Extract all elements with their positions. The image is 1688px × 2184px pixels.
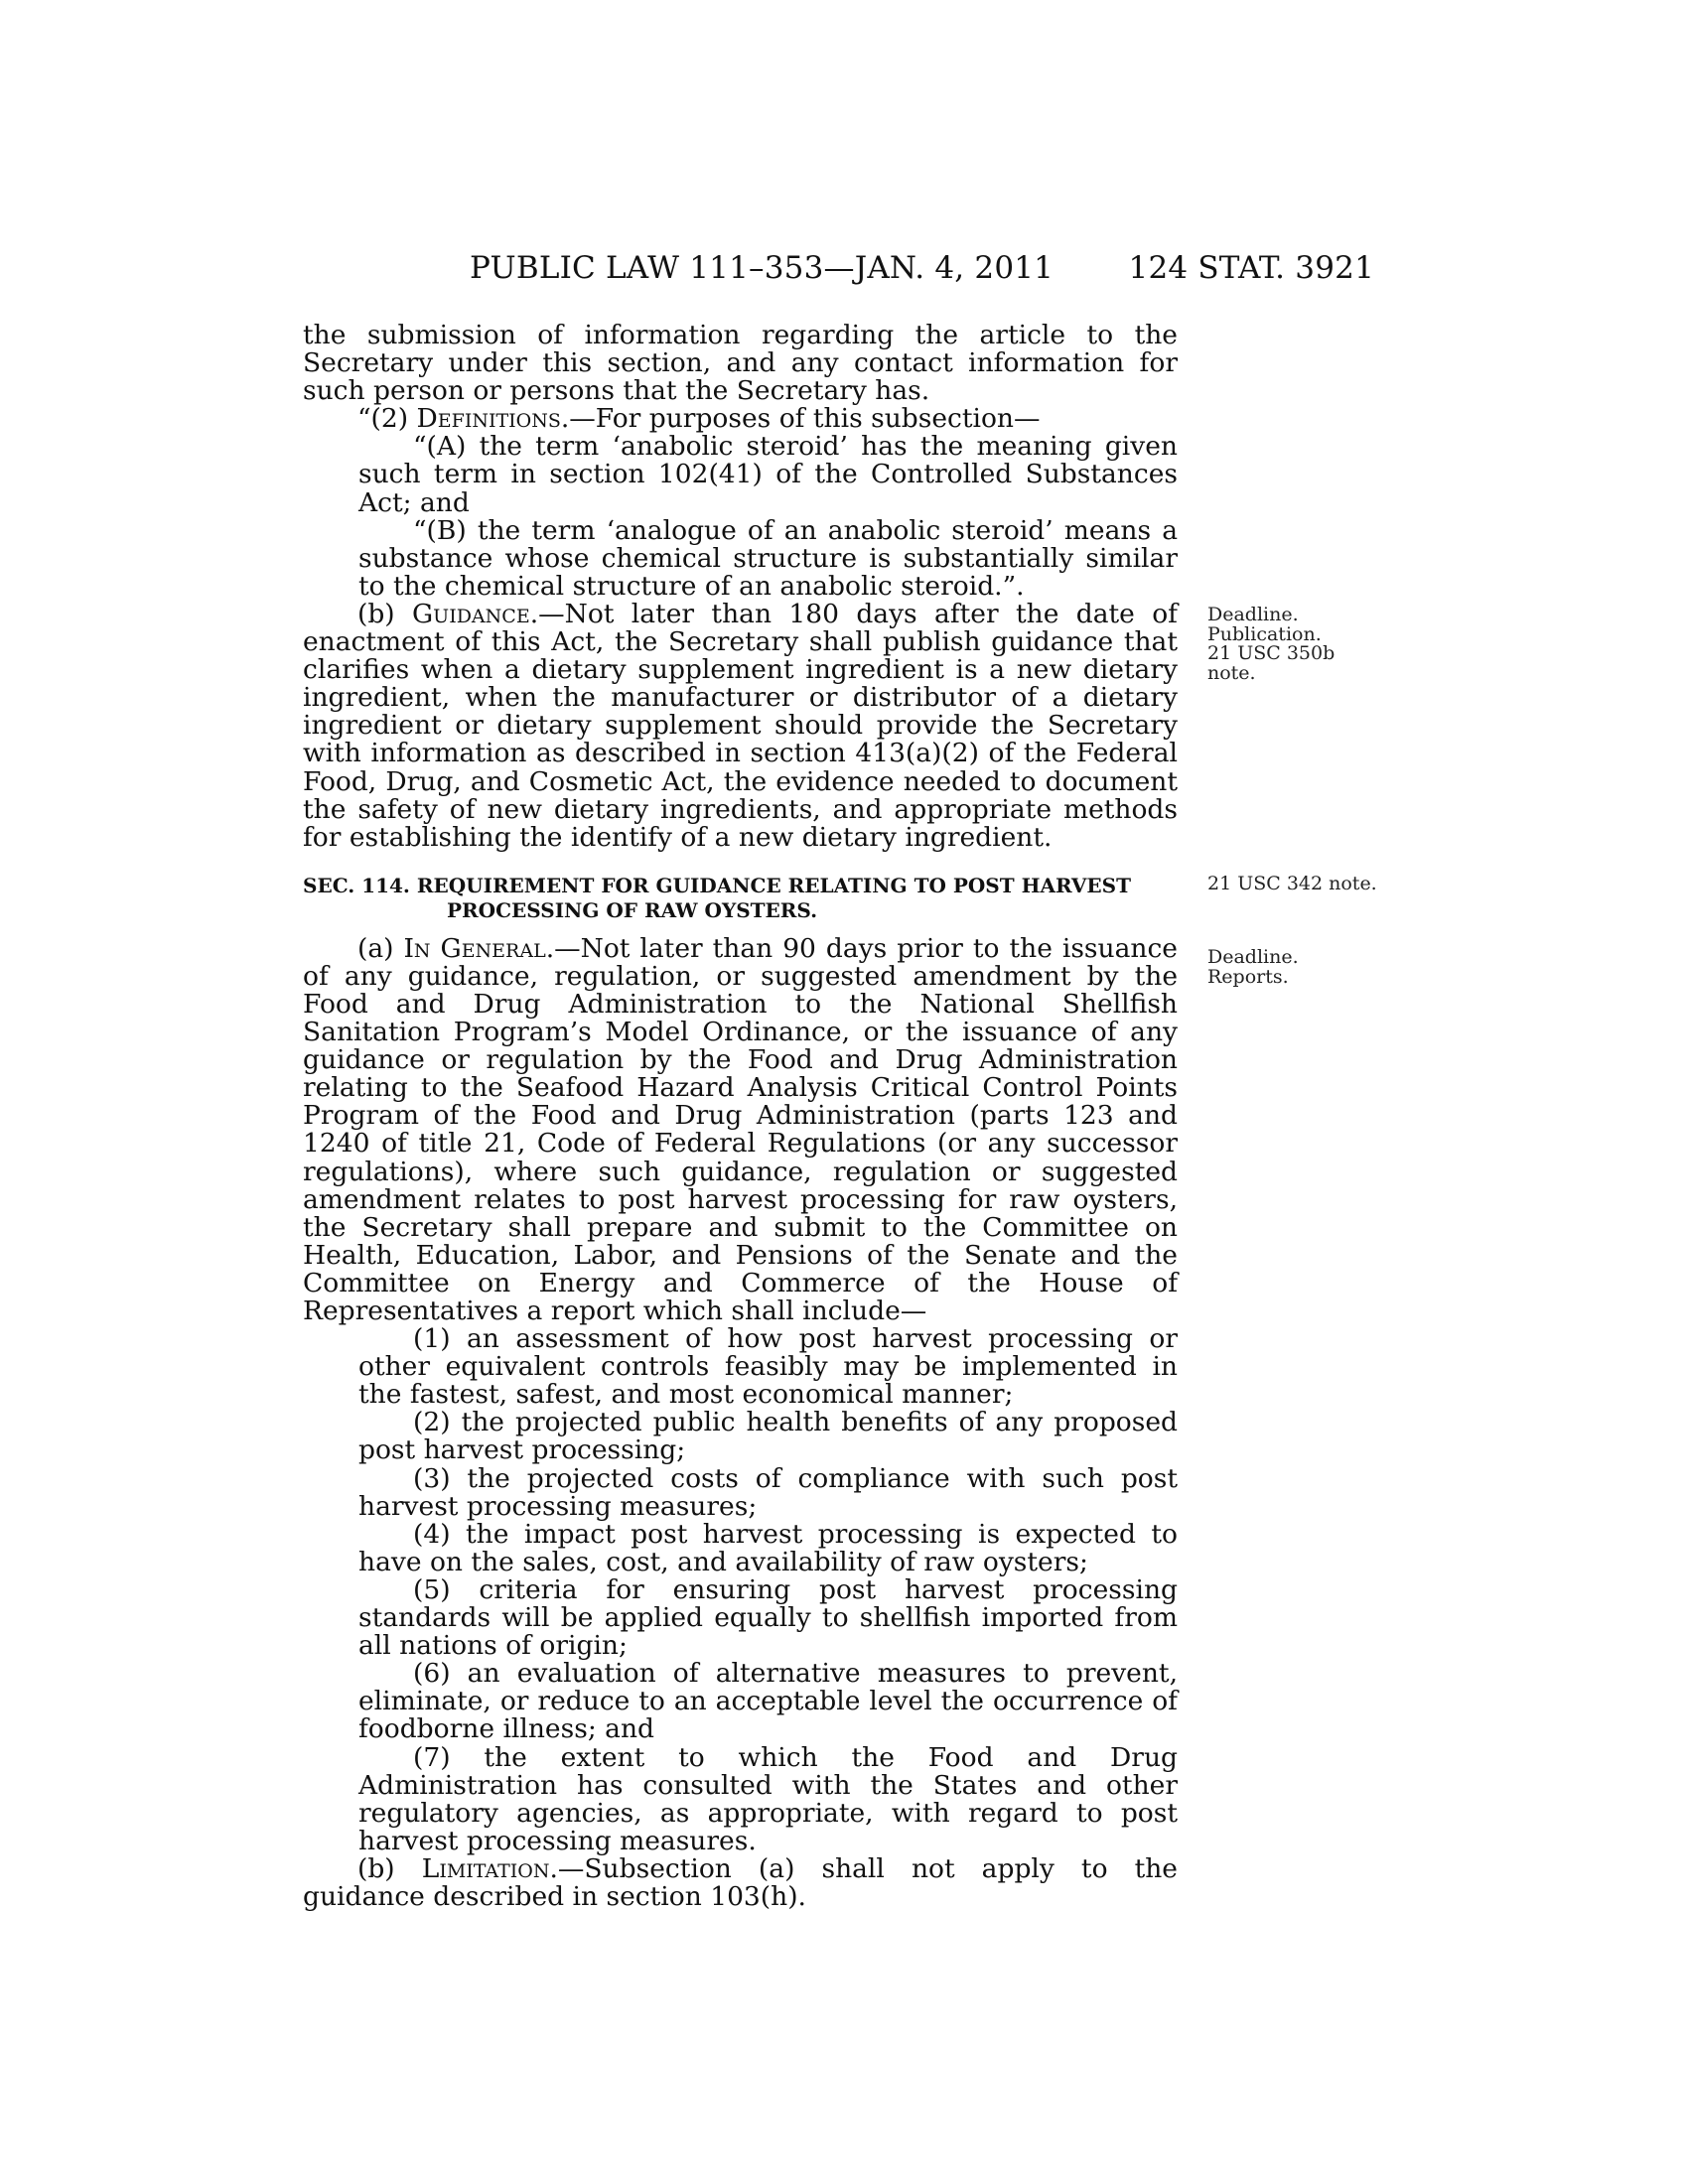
- paragraph-definitions: “(2) Definitions.—For purposes of this subsection—: [357, 403, 1041, 435]
- list-item: (1) an assessment of how post harvest processing or other equivalent controls feasibly may be implemented in the fastest, safest, and most economical manner;: [358, 1323, 1178, 1411]
- run-in-heading: Guidance: [412, 598, 530, 629]
- running-head-title: PUBLIC LAW 111–353—JAN. 4, 2011: [470, 250, 1055, 286]
- list-item: (4) the impact post harvest processing is expected to have on the sales, cost, and availability of raw oysters;: [358, 1518, 1178, 1577]
- list-item: (6) an evaluation of alternative measures to prevent, eliminate, or reduce to an acceptable level the occurrence of foodborne illness; and: [358, 1658, 1178, 1745]
- page-header: [298, 250, 1374, 290]
- paragraph-continuation: the submission of information regarding the article to the Secretary under this section, and any contact information for such person or persons that the Secretary has.: [303, 320, 1178, 407]
- definition-a: “(A) the term ‘anabolic steroid’ has the meaning given such term in section 102(41) of the Controlled Substances Act; and: [358, 431, 1178, 518]
- run-in-heading: Definitions: [416, 403, 561, 435]
- definition-b: “(B) the term ‘analogue of an anabolic steroid’ means a substance whose chemical structure is substantially similar to the chemical structure of an anabolic steroid.”.: [358, 514, 1178, 602]
- margin-note-deadline-reports: Deadline. Reports.: [1207, 946, 1299, 988]
- paragraph-limitation: (b) Limitation.—Subsection (a) shall not apply to the guidance described in section 103(h).: [303, 1852, 1178, 1912]
- run-in-heading: Limitation: [421, 1852, 550, 1884]
- paragraph-in-general: (a) In General.—Not later than 90 days prior to the issuance of any guidance, regulation, or suggested amendment by the Food and Drug Administration to the National Shellfish Sanitation Program’s Model Ordinance, or the issuance of any guidance or regulation by the Food and Drug Administration relating to the Seafood Hazard Analysis Critical Control Points Program of the Food and Drug Administration (parts 123 and 1240 of title 21, Code of Federal Regulations (or any successor regulations), where such guidance, regulation or suggested amendment relates to post harvest processing for raw oysters, the Secretary shall prepare and submit to the Committee on Health, Education, Labor, and Pensions of the Senate and the Committee on Energy and Commerce of the House of Representatives a report which shall include—: [303, 932, 1178, 1326]
- list-item: (2) the projected public health benefits of any proposed post harvest processing;: [358, 1407, 1178, 1466]
- margin-note-usc: 21 USC 342 note.: [1207, 873, 1377, 894]
- page-number: 124 STAT. 3921: [1128, 250, 1374, 286]
- list-item: (3) the projected costs of compliance with such post harvest processing measures;: [358, 1462, 1178, 1522]
- list-item: (7) the extent to which the Food and Drug Administration has consulted with the States and other regulatory agencies, as appropriate, with regard to post harvest processing measures.: [358, 1741, 1178, 1856]
- list-item: (5) criteria for ensuring post harvest processing standards will be applied equally to shellfish imported from all nations of origin;: [358, 1573, 1178, 1662]
- section-heading: SEC. 114. REQUIREMENT FOR GUIDANCE RELATING TO POST HARVEST PROCESSING OF RAW OYSTERS.: [303, 873, 1132, 922]
- margin-note-deadline-publication: Deadline. Publication. 21 USC 350b note.: [1207, 604, 1336, 684]
- paragraph-guidance: (b) Guidance.—Not later than 180 days after the date of enactment of this Act, the Secretary shall publish guidance that clarifies when a dietary supplement ingredient is a new dietary ingredient, when the manufacturer or distributor of a dietary ingredient or dietary supplement should provide the Secretary with information as described in section 413(a)(2) of the Federal Food, Drug, and Cosmetic Act, the evidence needed to document the safety of new dietary ingredients, and appropriate methods for establishing the identify of a new dietary ingredient.: [303, 598, 1178, 853]
- statute-body: [303, 322, 1178, 1911]
- run-in-heading: In General: [403, 932, 546, 964]
